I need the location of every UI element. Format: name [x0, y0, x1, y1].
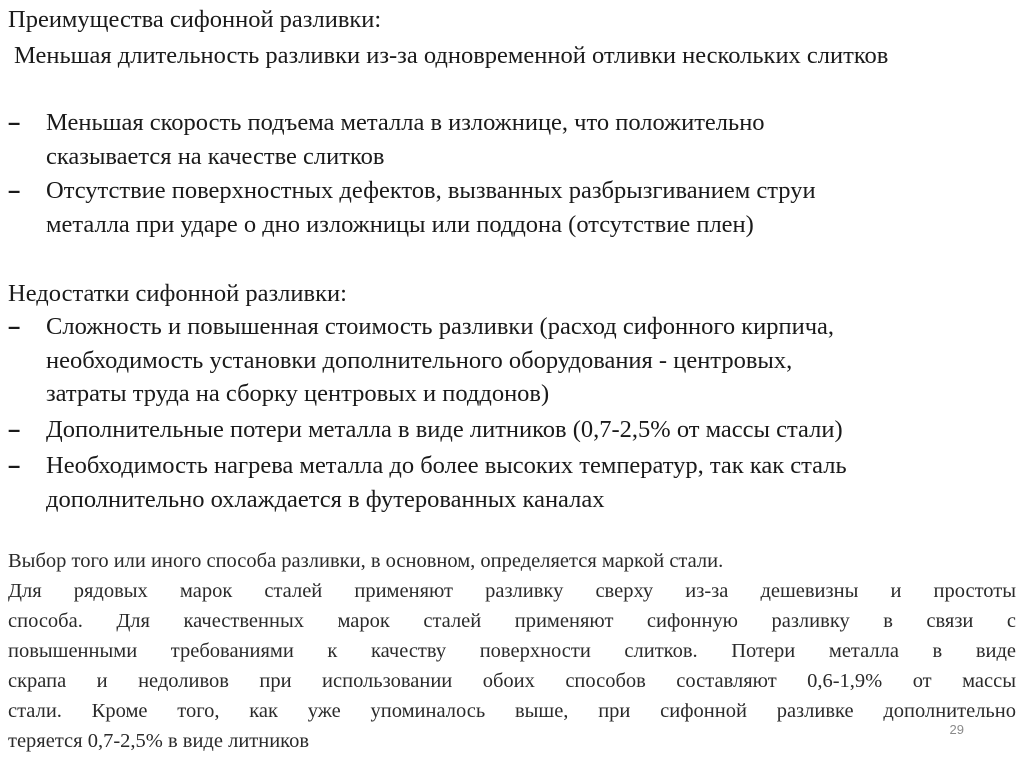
disadvantage-item	[8, 413, 1008, 447]
conclusion-line: стали. Кроме того, как уже упоминалось выше, при сифонной разливке дополнительно	[8, 700, 1016, 722]
advantage-item-text: Меньшая скорость подъема металла в изложнице, что положительно сказывается на качестве слитков	[46, 109, 765, 170]
dash-bullet-icon: –	[8, 178, 21, 203]
conclusion-line: Выбор того или иного способа разливки, в основном, определяется маркой стали.	[8, 550, 724, 572]
advantages-intro-item: Меньшая длительность разливки из-за одновременной отливки нескольких слитков	[14, 42, 889, 69]
disadvantages-heading: Недостатки сифонной разливки:	[8, 280, 347, 307]
dash-bullet-icon: –	[8, 110, 21, 135]
advantages-heading: Преимущества сифонной разливки:	[8, 6, 382, 33]
advantage-item	[8, 106, 1008, 173]
conclusion-line: теряется 0,7-2,5% в виде литников	[8, 730, 310, 752]
disadvantage-item-text: Сложность и повышенная стоимость разливки (расход сифонного кирпича, необходимость установки дополнительного оборудования - центровых, затраты труда на сборку центровых и поддонов)	[46, 313, 835, 407]
dash-bullet-icon: –	[8, 417, 21, 442]
advantage-item	[8, 174, 1008, 241]
conclusion-line: способа. Для качественных марок сталей применяют сифонную разливку в связи с	[8, 610, 1016, 632]
conclusion-line: Для рядовых марок сталей применяют разливку сверху из-за дешевизны и простоты	[8, 580, 1016, 602]
conclusion-line: повышенными требованиями к качеству поверхности слитков. Потери металла в виде	[8, 640, 1016, 662]
disadvantage-item-text: Необходимость нагрева металла до более высоких температур, так как сталь дополнительно охлаждается в футерованных каналах	[46, 452, 847, 513]
conclusion-line: скрапа и недоливов при использовании обоих способов составляют 0,6-1,9% от массы	[8, 670, 1016, 692]
conclusion-paragraph	[8, 546, 1016, 756]
page-number: 29	[949, 722, 964, 737]
advantage-item-text: Отсутствие поверхностных дефектов, вызванных разбрызгиванием струи металла при ударе о дно изложницы или поддона (отсутствие плен)	[46, 177, 816, 238]
dash-bullet-icon: –	[8, 314, 21, 339]
disadvantage-item	[8, 310, 1008, 411]
disadvantage-item-text: Дополнительные потери металла в виде литников (0,7-2,5% от массы стали)	[46, 416, 843, 443]
dash-bullet-icon: –	[8, 453, 21, 478]
disadvantage-item	[8, 449, 1008, 516]
